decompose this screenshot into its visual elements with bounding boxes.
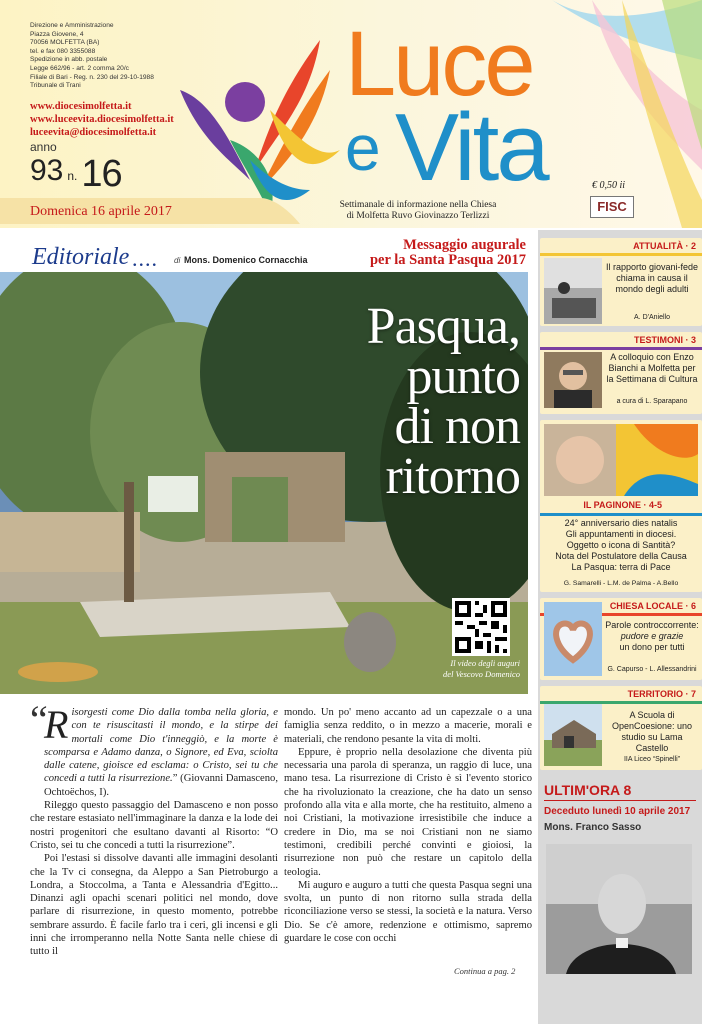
teaser-attualita[interactable] — [540, 238, 702, 326]
issue-info — [30, 141, 122, 196]
lead-paragraph — [30, 702, 278, 799]
issue-date: Domenica 16 aprile 2017 — [30, 204, 172, 219]
admin-line: 70056 MOLFETTA (BA) — [30, 39, 100, 47]
teaser-tag: TERRITORIO · 7 — [627, 689, 696, 699]
author-prefix: a cura di — [616, 398, 644, 405]
teaser-author: A. D'Aniello — [634, 314, 670, 321]
paginone-image — [544, 424, 698, 496]
headline-line: ritorno — [385, 448, 520, 505]
anno-number: 93 — [30, 154, 64, 187]
teaser-tag: TESTIMONI · 3 — [633, 335, 696, 345]
link-luceevita[interactable]: www.luceevita.diocesimolfetta.it — [30, 114, 174, 125]
title-e: e — [345, 112, 381, 184]
dove-logo-icon — [170, 40, 370, 220]
paragraph: Poi l'estasi si dissolve davanti alle immagini desolanti che la Tv ci consegna, da Aleppo a San Pietroburgo a Londra, a Stoccolma, a Tanta e Alessandria d'Egitto... Dinanzi agli opachi scenari politici nel mondo, dove parlare di risurrezione, in questo momento, potrebbe sembrare assurdo. È facile farlo tra i ceri, gli incensi e gli inni che irromperanno nella Notte Santa nelle chiese di tutto il — [30, 853, 278, 958]
kicker — [330, 238, 526, 268]
opening-quote-mark: “ — [30, 697, 48, 742]
qr-caption-line: Il video degli auguri — [450, 658, 520, 668]
divider — [544, 800, 696, 801]
author-name: L. Sparapano — [645, 398, 688, 405]
title-luce: Luce — [345, 13, 533, 115]
continua-link[interactable]: Continua a pag. 2 — [454, 966, 516, 976]
teaser-tag: ATTUALITÀ · 2 — [633, 241, 696, 251]
tag-bar — [540, 347, 702, 350]
masthead-subtitle — [318, 200, 518, 221]
teaser-line: Oggetto o icona di Santità? — [566, 540, 676, 550]
admin-line: Direzione e Amministrazione — [30, 22, 114, 29]
title-vita: Vita — [395, 94, 547, 201]
web-links — [30, 100, 174, 139]
obituary-photo — [546, 844, 692, 974]
qr-caption — [420, 658, 520, 680]
teaser-tag: IL PAGINONE · 4-5 — [583, 500, 662, 510]
teaser-author: G. Samarelli - L.M. de Palma - A.Bello — [563, 580, 679, 587]
teaser-author — [604, 398, 700, 405]
headline — [220, 298, 520, 505]
subtitle-line: di Molfetta Ruvo Giovinazzo Terlizzi — [346, 210, 490, 221]
qr-code-icon[interactable] — [452, 598, 510, 656]
issue-number: 16 — [81, 153, 122, 195]
deceased-date: Deceduto lunedì 10 aprile 2017 — [544, 806, 691, 817]
teaser-author: G. Capurso - L. Allessandrini — [607, 666, 697, 673]
ultim-ora-heading: ULTIM'ORA 8 — [544, 782, 632, 798]
teaser-text: Il rapporto giovani-fede chiama in causa il mondo degli adulti — [605, 262, 699, 294]
teaser-lines — [544, 518, 698, 573]
paragraph: Eppure, è proprio nella desolazione che diventa più necessaria una parola di speranza, un raggio di luce, una mano tesa. La risurrezione di Cristo è sì l'evento storico che ha rivoluzionato la creazione, che ha dato un senso profondo alla vita e alla morte, che ha restituito, almeno a noi Cristiani, la motivazione irresistibile che induce a credere in Dio, ma se noi Cristiani non ne siamo testimoni, credibili perché convinti e gioiosi, la risurrezione non può che restare un capitolo della teologia. — [284, 746, 532, 878]
paragraph: Mi auguro e auguro a tutti che questa Pasqua segni una svolta, un punto di non ritorno sulla strada della riconciliazione verso se stessi, la società e la natura. Verso Dio. Se c'è amore, redenzione e ottimismo, sapremo guardare le cose con occhi — [284, 879, 532, 945]
lead-source: ” (Giovanni Damasceno, Ochtoëchos, I). — [44, 773, 278, 798]
teaser-line: 24° anniversario dies natalis — [564, 518, 678, 528]
admin-line: Spedizione in abb. postale — [30, 56, 108, 64]
teaser-line: Nota del Postulatore della Causa — [555, 551, 687, 561]
masthead — [0, 0, 702, 228]
teaser-territorio[interactable] — [540, 686, 702, 770]
price: € 0,50 ii — [592, 180, 626, 191]
teaser-tag: CHIESA LOCALE · 6 — [609, 601, 696, 611]
thumbnail-image — [544, 258, 602, 324]
teaser-testimoni[interactable] — [540, 332, 702, 414]
fisc-logo: FISC — [590, 196, 634, 218]
cover-photo — [0, 272, 528, 694]
teaser-line: Gli appuntamenti in diocesi. — [565, 529, 677, 539]
qr-caption-line: del Vescovo Domenico — [443, 669, 520, 679]
thumbnail-image — [544, 704, 602, 766]
admin-line: Legge 662/96 - art. 2 comma 20/c — [30, 64, 129, 72]
paragraph: mondo. Un po' meno accanto ad un capezzale o a una famiglia senza reddito, o in mezzo a macerie, morali e materiali, che rendono pesante la vita di molti. — [284, 707, 532, 745]
teaser-paginone[interactable] — [540, 420, 702, 592]
headline-line: di non — [394, 398, 520, 455]
teaser-author: IIA Liceo “Spinelli” — [623, 756, 681, 763]
teaser-line: La Pasqua: terra di Pace — [571, 562, 671, 572]
by-label: di — [174, 256, 181, 265]
tag-bar — [540, 513, 702, 516]
teaser-lines — [604, 620, 700, 653]
article-column-1 — [30, 702, 278, 959]
kicker-line: Messaggio augurale — [403, 237, 526, 253]
teaser-chiesa-locale[interactable] — [540, 598, 702, 680]
article-column-2 — [284, 706, 532, 945]
link-email[interactable]: luceevita@diocesimolfetta.it — [30, 127, 157, 138]
link-diocesi[interactable]: www.diocesimolfetta.it — [30, 101, 132, 112]
teaser-line: un dono per tutti — [619, 642, 685, 652]
heart-hands-image — [544, 602, 602, 676]
teaser-text: A Scuola di OpenCoesione: uno studio su Lama Castello — [611, 710, 693, 753]
anno-label: anno — [30, 140, 57, 154]
lead-text: isorgesti come Dio dalla tomba nella gloria, e con te risuscitasti il mondo, e la stirpe dei mortali come Dio t'inneggiò, e la morte è scomparsa e Adamo danza, o Signore, ed Eva, sciolta dalle catene, gioisce ed esclama: o Cristo, sei tu che concedi a tutti la risurrezione. — [44, 707, 278, 785]
teaser-text: A colloquio con Enzo Bianchi a Molfetta per la Settimana di Cultura — [606, 352, 698, 384]
admin-line: Tribunale di Trani — [30, 82, 81, 90]
paragraph: Rileggo questo passaggio del Damasceno e non posso che restare estasiato nell'immaginare la danza e la lode dei nostri progenitori che esultano davanti al Risorto: “O Cristo, sei tu che concedi a tutti la risurrezione”. — [30, 800, 278, 851]
deceased-name: Mons. Franco Sasso — [544, 822, 642, 833]
editorial-author: Mons. Domenico Cornacchia — [184, 255, 308, 265]
n-label: n. — [67, 169, 78, 183]
dropcap: R — [44, 702, 69, 747]
thumbnail-image — [544, 352, 602, 408]
tag-bar — [540, 253, 702, 256]
teaser-line: Parole controccorrente: — [605, 620, 699, 630]
section-editoriale: Editoriale — [32, 244, 130, 270]
admin-line: Piazza Giovene, 4 — [30, 30, 84, 38]
section-dots: .... — [132, 246, 158, 271]
kicker-line: per la Santa Pasqua 2017 — [369, 252, 526, 268]
admin-line: Filiale di Bari - Reg. n. 230 del 29-10-1988 — [30, 73, 154, 81]
headline-line: Pasqua, — [366, 298, 520, 355]
admin-line: tel. e fax 080 3355088 — [30, 47, 96, 55]
teaser-line: pudore e grazie — [620, 631, 684, 641]
headline-line: punto — [406, 348, 520, 405]
subtitle-line: Settimanale di informazione nella Chiesa — [339, 200, 497, 210]
